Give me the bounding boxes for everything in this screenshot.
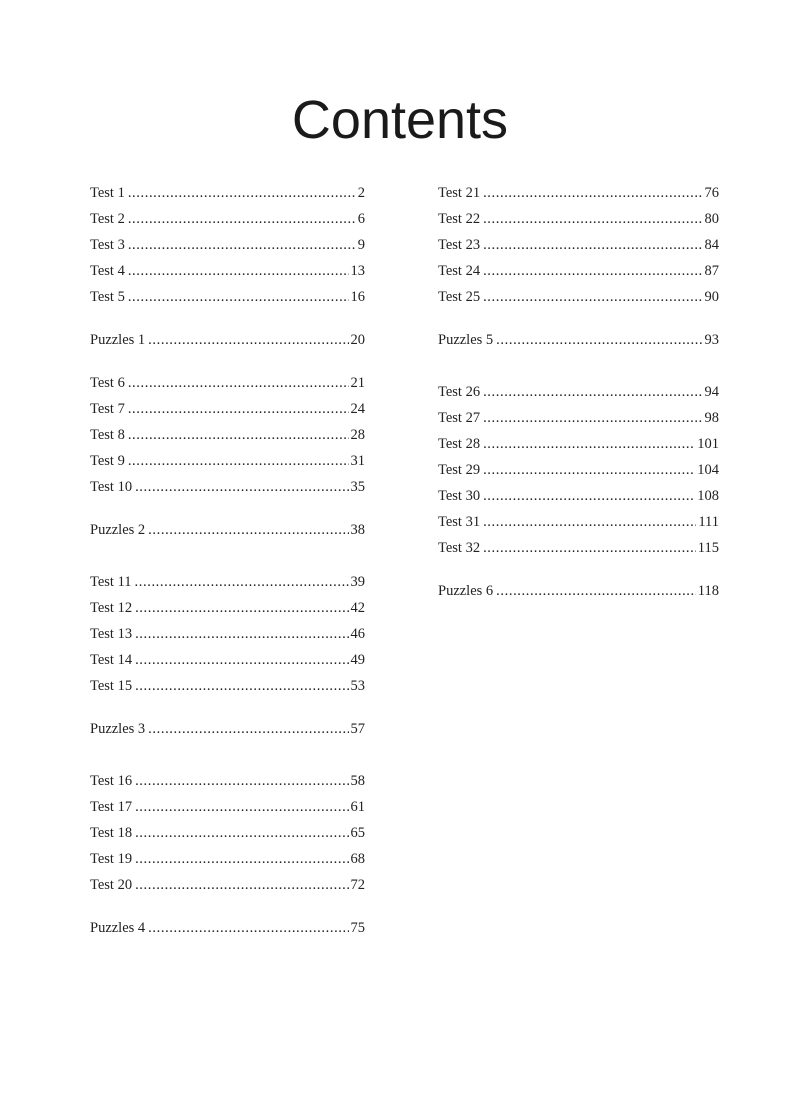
toc-entry[interactable] [90, 796, 365, 818]
toc-entry[interactable] [438, 182, 719, 204]
dot-leader [483, 485, 695, 507]
toc-entry-label: Test 12 [90, 600, 133, 616]
toc-entry-label: Test 26 [438, 384, 481, 400]
toc-entry-label: Puzzles 1 [90, 332, 146, 348]
dot-leader [148, 329, 348, 351]
dot-leader [135, 822, 348, 844]
toc-entry[interactable] [438, 433, 719, 455]
dot-leader [135, 770, 348, 792]
toc-entry[interactable] [438, 511, 719, 533]
toc-entry-label: Test 20 [90, 877, 133, 893]
toc-entry-label: Puzzles 3 [90, 721, 146, 737]
toc-entry[interactable] [90, 260, 365, 282]
toc-entry-label: Test 3 [90, 237, 125, 253]
toc-entry-label: Test 4 [90, 263, 125, 279]
toc-entry-page: 16 [350, 289, 365, 305]
dot-leader [483, 433, 695, 455]
dot-leader [128, 234, 356, 256]
dot-leader [483, 381, 702, 403]
toc-entry-label: Puzzles 6 [438, 583, 494, 599]
toc-entry[interactable] [438, 485, 719, 507]
toc-entry-label: Test 15 [90, 678, 133, 694]
toc-entry-label: Test 17 [90, 799, 133, 815]
dot-leader [148, 519, 348, 541]
toc-entry-page: 93 [704, 332, 719, 348]
toc-entry[interactable] [90, 424, 365, 446]
toc-entry[interactable] [438, 407, 719, 429]
toc-entry[interactable] [90, 329, 365, 351]
dot-leader [483, 260, 702, 282]
toc-entry-label: Test 14 [90, 652, 133, 668]
toc-entry-label: Test 19 [90, 851, 133, 867]
dot-leader [128, 286, 349, 308]
toc-entry[interactable] [90, 848, 365, 870]
toc-entry[interactable] [90, 623, 365, 645]
dot-leader [128, 372, 349, 394]
toc-entry-page: 49 [350, 652, 365, 668]
toc-entry-label: Puzzles 2 [90, 522, 146, 538]
dot-leader [148, 718, 348, 740]
toc-entry-label: Test 10 [90, 479, 133, 495]
toc-entry-label: Puzzles 4 [90, 920, 146, 936]
toc-entry-page: 84 [704, 237, 719, 253]
toc-entry-page: 94 [704, 384, 719, 400]
toc-entry-page: 111 [698, 514, 719, 530]
page-title: Contents [291, 90, 509, 150]
toc-entry[interactable] [438, 329, 719, 351]
toc-entry-page: 2 [357, 185, 365, 201]
toc-entry-label: Test 27 [438, 410, 481, 426]
dot-leader [128, 450, 349, 472]
toc-entry[interactable] [90, 649, 365, 671]
toc-entry-label: Test 8 [90, 427, 125, 443]
dot-leader [483, 234, 702, 256]
toc-entry[interactable] [438, 459, 719, 481]
toc-entry-label: Test 9 [90, 453, 125, 469]
dot-leader [135, 571, 349, 593]
toc-entry[interactable] [90, 398, 365, 420]
toc-entry[interactable] [90, 476, 365, 498]
toc-entry-page: 38 [350, 522, 365, 538]
toc-entry-label: Test 21 [438, 185, 481, 201]
dot-leader [483, 182, 702, 204]
toc-entry-page: 21 [350, 375, 365, 391]
dot-leader [483, 407, 702, 429]
toc-entry[interactable] [90, 519, 365, 541]
toc-entry[interactable] [90, 597, 365, 619]
toc-entry[interactable] [90, 372, 365, 394]
dot-leader [135, 796, 348, 818]
toc-entry-page: 115 [697, 540, 719, 556]
toc-entry-page: 13 [350, 263, 365, 279]
toc-entry-page: 61 [350, 799, 365, 815]
toc-entry-page: 101 [697, 436, 719, 452]
toc-entry[interactable] [438, 580, 719, 602]
toc-entry[interactable] [90, 917, 365, 939]
toc-entry-page: 65 [350, 825, 365, 841]
dot-leader [135, 476, 348, 498]
toc-entry[interactable] [90, 208, 365, 230]
toc-entry-label: Test 11 [90, 574, 132, 590]
toc-entry-page: 104 [697, 462, 719, 478]
toc-entry[interactable] [438, 260, 719, 282]
dot-leader [128, 182, 356, 204]
toc-entry[interactable] [90, 874, 365, 896]
dot-leader [148, 917, 348, 939]
toc-entry-label: Test 1 [90, 185, 125, 201]
toc-entry[interactable] [438, 286, 719, 308]
dot-leader [496, 329, 702, 351]
toc-entry[interactable] [438, 381, 719, 403]
toc-entry[interactable] [438, 537, 719, 559]
dot-leader [135, 848, 348, 870]
toc-entry[interactable] [90, 822, 365, 844]
dot-leader [483, 208, 702, 230]
toc-entry-page: 20 [350, 332, 365, 348]
toc-entry-label: Puzzles 5 [438, 332, 494, 348]
toc-entry-label: Test 30 [438, 488, 481, 504]
dot-leader [483, 511, 696, 533]
toc-entry-label: Test 31 [438, 514, 481, 530]
toc-entry-page: 46 [350, 626, 365, 642]
toc-entry-label: Test 24 [438, 263, 481, 279]
toc-entry[interactable] [90, 182, 365, 204]
toc-entry-page: 68 [350, 851, 365, 867]
toc-entry-page: 6 [357, 211, 365, 227]
toc-entry-page: 58 [350, 773, 365, 789]
toc-entry-label: Test 13 [90, 626, 133, 642]
dot-leader [128, 208, 356, 230]
toc-entry-label: Test 25 [438, 289, 481, 305]
toc-entry[interactable] [90, 718, 365, 740]
toc-entry-label: Test 2 [90, 211, 125, 227]
toc-entry-page: 31 [350, 453, 365, 469]
dot-leader [135, 874, 348, 896]
toc-entry-page: 57 [350, 721, 365, 737]
dot-leader [135, 675, 348, 697]
toc-entry-label: Test 18 [90, 825, 133, 841]
dot-leader [135, 623, 348, 645]
toc-entry-page: 39 [350, 574, 365, 590]
dot-leader [128, 398, 349, 420]
toc-entry[interactable] [438, 234, 719, 256]
dot-leader [483, 537, 696, 559]
toc-entry-page: 108 [697, 488, 719, 504]
dot-leader [483, 286, 702, 308]
toc-entry-label: Test 6 [90, 375, 125, 391]
toc-entry[interactable] [438, 208, 719, 230]
toc-entry-page: 53 [350, 678, 365, 694]
toc-entry-page: 98 [704, 410, 719, 426]
toc-entry-label: Test 29 [438, 462, 481, 478]
toc-entry-label: Test 5 [90, 289, 125, 305]
toc-entry-page: 42 [350, 600, 365, 616]
toc-entry-label: Test 22 [438, 211, 481, 227]
toc-entry[interactable] [90, 571, 365, 593]
toc-entry[interactable] [90, 675, 365, 697]
toc-entry-page: 28 [350, 427, 365, 443]
toc-entry-label: Test 28 [438, 436, 481, 452]
toc-entry-page: 90 [704, 289, 719, 305]
toc-entry[interactable] [90, 450, 365, 472]
toc-entry-page: 9 [357, 237, 365, 253]
toc-entry-page: 118 [697, 583, 719, 599]
toc-entry-label: Test 32 [438, 540, 481, 556]
dot-leader [135, 597, 348, 619]
dot-leader [128, 424, 349, 446]
toc-entry-label: Test 7 [90, 401, 125, 417]
toc-entry-page: 24 [350, 401, 365, 417]
toc-entry[interactable] [90, 234, 365, 256]
toc-entry[interactable] [90, 286, 365, 308]
dot-leader [128, 260, 349, 282]
dot-leader [496, 580, 696, 602]
dot-leader [135, 649, 348, 671]
toc-entry-page: 87 [704, 263, 719, 279]
dot-leader [483, 459, 695, 481]
toc-entry-page: 72 [350, 877, 365, 893]
toc-entry-page: 75 [350, 920, 365, 936]
toc-entry-page: 80 [704, 211, 719, 227]
toc-entry-page: 76 [704, 185, 719, 201]
toc-entry-label: Test 16 [90, 773, 133, 789]
toc-entry[interactable] [90, 770, 365, 792]
toc-entry-label: Test 23 [438, 237, 481, 253]
toc-entry-page: 35 [350, 479, 365, 495]
